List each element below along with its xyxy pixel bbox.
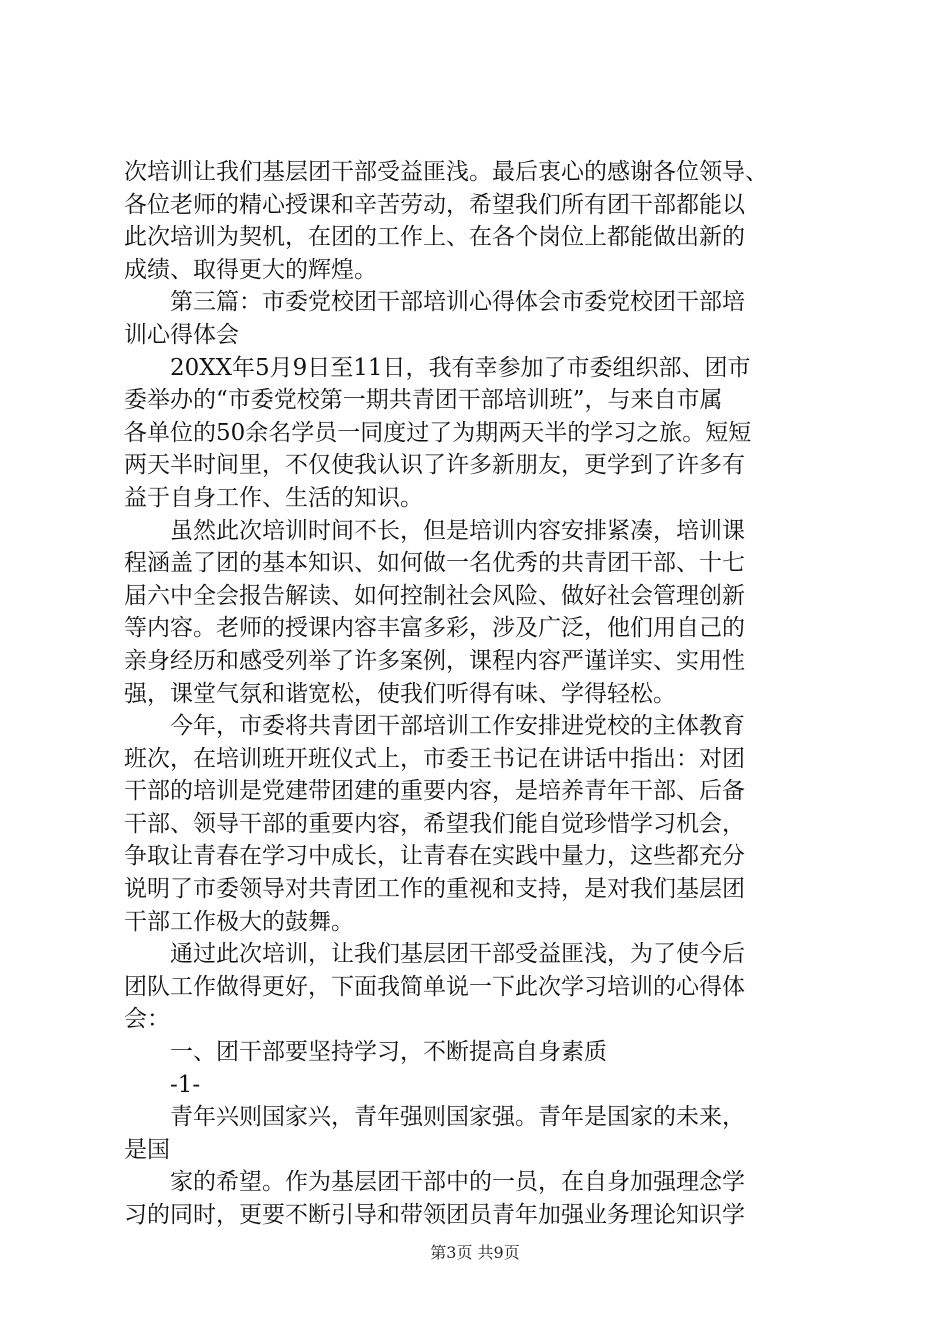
page-footer: 第3页 共9页 xyxy=(430,1243,520,1262)
text-line: 争取让青春在学习中成长，让青春在实践中量力，这些都充分 xyxy=(124,843,745,870)
text-line: 团队工作做得更好，下面我简单说一下此次学习培训的心得体 xyxy=(124,973,745,1000)
document-body xyxy=(124,156,844,1232)
text-line: 两天半时间里，不仅使我认识了许多新朋友，更学到了许多有 xyxy=(124,452,745,479)
text-line: 干部工作极大的鼓舞。 xyxy=(124,908,354,935)
text-line: 委举办的“市委党校第一期共青团干部培训班”，与来自市属 xyxy=(124,387,723,414)
text-line: 说明了市委领导对共青团工作的重视和支持，是对我们基层团 xyxy=(124,876,745,903)
text-line: 今年，市委将共青团干部培训工作安排进党校的主体教育 xyxy=(170,713,745,740)
text-line: 一、团干部要坚持学习，不断提高自身素质 xyxy=(170,1039,607,1066)
text-line: 各单位的50余名学员一同度过了为期两天半的学习之旅。短短 xyxy=(124,419,752,446)
text-line: 第三篇：市委党校团干部培训心得体会市委党校团干部培 xyxy=(170,289,745,316)
text-line: 会： xyxy=(124,1006,170,1033)
text-line: 干部的培训是党建带团建的重要内容，是培养青年干部、后备 xyxy=(124,778,745,805)
text-line: 益于自身工作、生活的知识。 xyxy=(124,484,423,511)
text-line: 强，课堂气氛和谐宽松，使我们听得有味、学得轻松。 xyxy=(124,680,676,707)
text-line: 亲身经历和感受列举了许多案例，课程内容严谨详实、实用性 xyxy=(124,647,745,674)
text-line: 班次，在培训班开班仪式上，市委王书记在讲话中指出：对团 xyxy=(124,745,745,772)
text-line: 通过此次培训，让我们基层团干部受益匪浅，为了使今后 xyxy=(170,941,745,968)
text-line: 家的希望。作为基层团干部中的一员，在自身加强理念学 xyxy=(170,1169,745,1196)
text-line: 成绩、取得更大的辉煌。 xyxy=(124,256,377,283)
text-line: 次培训让我们基层团干部受益匪浅。最后衷心的感谢各位领导、 xyxy=(124,159,768,185)
text-line: 届六中全会报告解读、如何控制社会风险、做好社会管理创新 xyxy=(124,582,745,609)
text-line: 此次培训为契机，在团的工作上、在各个岗位上都能做出新的 xyxy=(124,224,745,251)
text-line: 青年兴则国家兴，青年强则国家强。青年是国家的未来， xyxy=(170,1104,745,1131)
text-line: 等内容。老师的授课内容丰富多彩，涉及广泛，他们用自己的 xyxy=(124,615,745,642)
text-line: 程涵盖了团的基本知识、如何做一名优秀的共青团干部、十七 xyxy=(124,550,745,577)
text-line: 各位老师的精心授课和辛苦劳动，希望我们所有团干部都能以 xyxy=(124,191,745,218)
text-line: 是国 xyxy=(124,1136,170,1163)
text-line: -1- xyxy=(170,1071,201,1098)
text-line: 20XX年5月9日至11日，我有幸参加了市委组织部、团市 xyxy=(170,354,751,381)
text-line: 习的同时，更要不断引导和带领团员青年加强业务理论知识学 xyxy=(124,1202,745,1228)
text-line: 干部、领导干部的重要内容，希望我们能自觉珍惜学习机会， xyxy=(124,810,745,837)
text-line: 虽然此次培训时间不长，但是培训内容安排紧凑，培训课 xyxy=(170,517,745,544)
text-line: 训心得体会 xyxy=(124,321,239,348)
